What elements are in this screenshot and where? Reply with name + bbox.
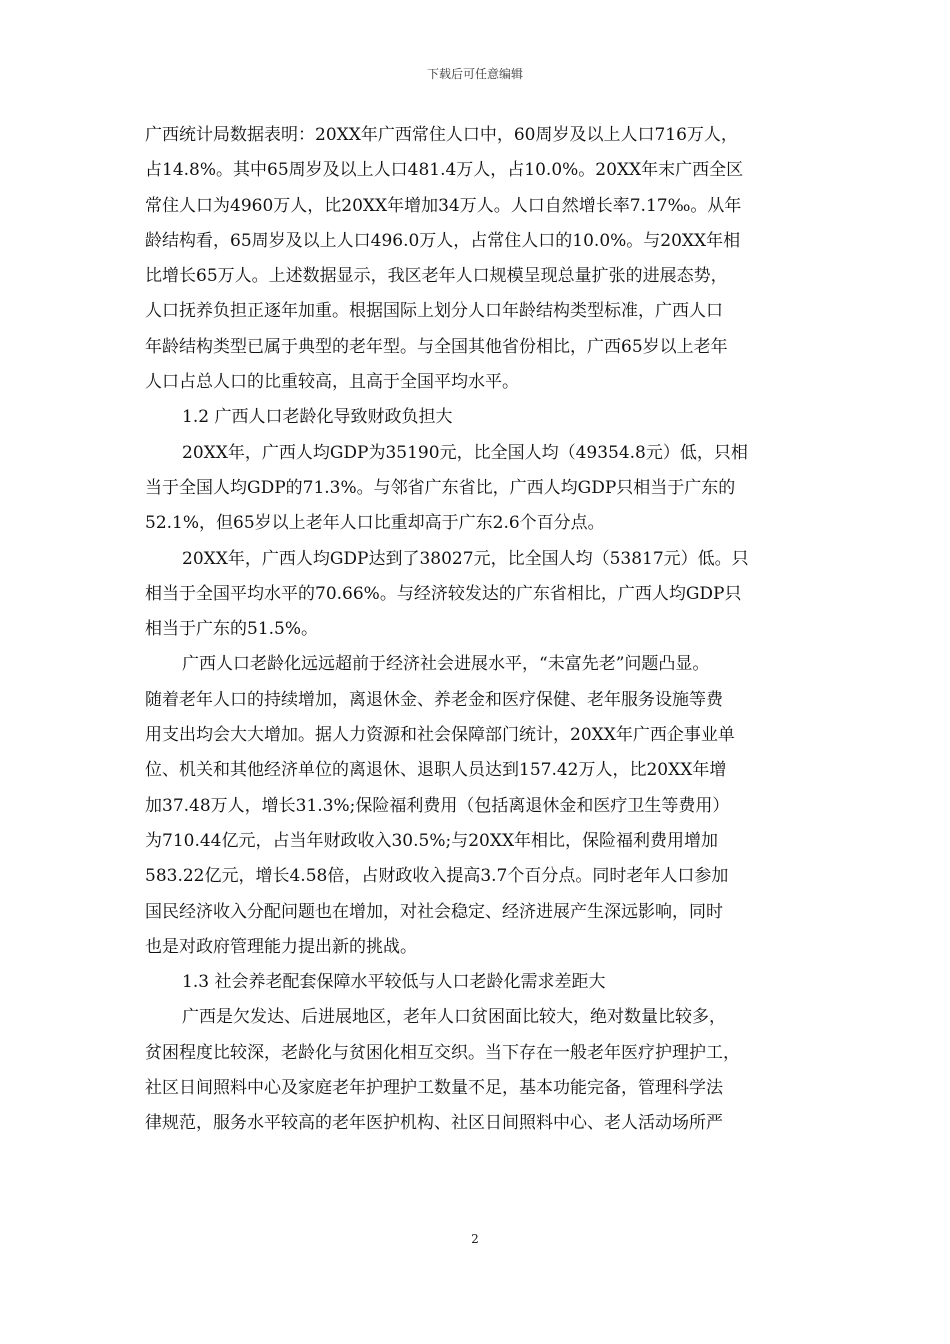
text-line: 相当于全国平均水平的70.66%。与经济较发达的广东省相比，广西人均GDP只 (145, 583, 742, 604)
text-line: 常住人口为4960万人，比20XX年增加34万人。人口自然增长率7.17‰。从年 (145, 195, 742, 216)
paragraph-first-line: 广西是欠发达、后进展地区，老年人口贫困面比较大，绝对数量比较多， (182, 1007, 726, 1028)
paragraph-first-line: 广西人口老龄化远远超前于经济社会进展水平，“未富先老”问题凸显。 (182, 654, 710, 675)
page-header: 下载后可任意编辑 (426, 67, 523, 81)
text-line: 人口抚养负担正逐年加重。根据国际上划分人口年龄结构类型标准，广西人口 (145, 301, 723, 322)
paragraph-first-line: 1.2 广西人口老龄化导致财政负担大 (182, 407, 453, 428)
paragraph-first-line: 20XX年，广西人均GDP为35190元，比全国人均（49354.8元）低，只相 (182, 442, 748, 463)
text-line: 社区日间照料中心及家庭老年护理护工数量不足，基本功能完备，管理科学法 (145, 1078, 723, 1099)
paragraph-first-line: 20XX年，广西人均GDP达到了38027元，比全国人均（53817元）低。只 (182, 548, 749, 569)
text-line: 加37.48万人，增长31.3%;保险福利费用（包括离退休金和医疗卫生等费用） (145, 795, 730, 816)
text-line: 国民经济收入分配问题也在增加，对社会稳定、经济进展产生深远影响，同时 (145, 901, 723, 922)
text-line: 位、机关和其他经济单位的离退休、退职人员达到157.42万人，比20XX年增 (145, 760, 727, 781)
text-line: 583.22亿元，增长4.58倍，占财政收入提高3.7个百分点。同时老年人口参加 (145, 866, 729, 887)
text-line: 当于全国人均GDP的71.3%。与邻省广东省比，广西人均GDP只相当于广东的 (145, 477, 736, 498)
text-line: 人口占总人口的比重较高，且高于全国平均水平。 (145, 372, 519, 393)
text-line: 龄结构看，65周岁及以上人口496.0万人，占常住人口的10.0%。与20XX年相 (145, 230, 741, 251)
text-line: 相当于广东的51.5%。 (145, 619, 319, 640)
text-line: 为710.44亿元，占当年财政收入30.5%;与20XX年相比，保险福利费用增加 (145, 830, 719, 851)
text-line: 随着老年人口的持续增加，离退休金、养老金和医疗保健、老年服务设施等费 (145, 689, 723, 710)
text-line: 用支出均会大大增加。据人力资源和社会保障部门统计，20XX年广西企事业单 (145, 725, 735, 746)
paragraph-first-line: 1.3 社会养老配套保障水平较低与人口老龄化需求差距大 (182, 972, 606, 993)
text-line: 占14.8%。其中65周岁及以上人口481.4万人，占10.0%。20XX年末广西全区 (145, 160, 744, 181)
page-number: 2 (471, 1232, 479, 1246)
text-line: 律规范，服务水平较高的老年医护机构、社区日间照料中心、老人活动场所严 (145, 1113, 723, 1134)
text-line: 年龄结构类型已属于典型的老年型。与全国其他省份相比，广西65岁以上老年 (145, 336, 728, 357)
text-line: 也是对政府管理能力提出新的挑战。 (145, 936, 417, 957)
document-body (145, 118, 810, 1142)
text-line: 52.1%，但65岁以上老年人口比重却高于广东2.6个百分点。 (145, 513, 605, 534)
text-line: 贫困程度比较深，老龄化与贫困化相互交织。当下存在一般老年医疗护理护工， (145, 1042, 740, 1063)
text-line: 比增长65万人。上述数据显示，我区老年人口规模呈现总量扩张的进展态势， (145, 266, 728, 287)
text-line: 广西统计局数据表明：20XX年广西常住人口中，60周岁及以上人口716万人， (145, 125, 738, 145)
